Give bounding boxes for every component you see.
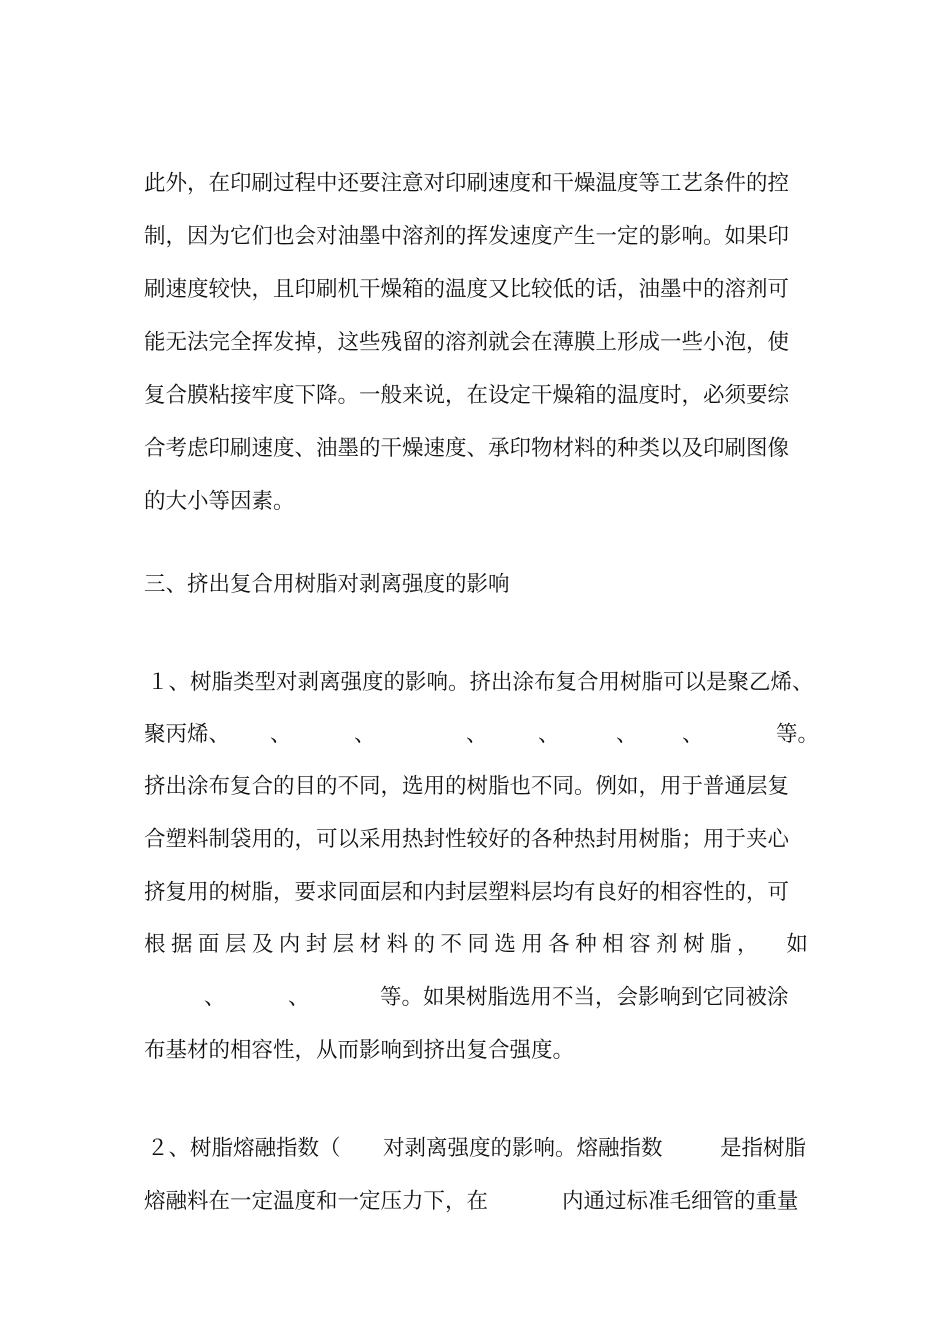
- text-fragment: 、: [682, 722, 704, 747]
- char: ，: [736, 932, 759, 957]
- text-line: 合考虑印刷速度、油墨的干燥速度、承印物材料的种类以及印刷图像: [144, 436, 790, 461]
- section-heading: 三、挤出复合用树脂对剥离强度的影响: [144, 572, 510, 597]
- char: 种: [575, 932, 597, 957]
- text-fragment: 、: [288, 985, 310, 1010]
- text-fragment: 是指树脂: [720, 1136, 807, 1161]
- text-line-with-gaps: [147, 1129, 811, 1169]
- char: 脂: [710, 932, 732, 957]
- char: 的: [413, 932, 436, 957]
- text-fragment: 、: [466, 722, 488, 747]
- char: 料: [386, 932, 409, 957]
- text-line: 制，因为它们也会对油墨中溶剂的挥发速度产生一定的影响。如果印: [144, 224, 790, 249]
- char: 如: [786, 932, 808, 957]
- char: 根: [144, 932, 166, 957]
- text-fragment: 、: [270, 722, 292, 747]
- char: 不: [440, 932, 462, 957]
- text-line: 合塑料制袋用的，可以采用热封性较好的各种热封用树脂；用于夹心: [144, 827, 790, 852]
- text-line: 复合膜粘接牢度下降。一般来说，在设定干燥箱的温度时，必须要综: [144, 383, 790, 408]
- char: 材: [359, 932, 382, 957]
- text-line-with-gaps: [144, 1182, 808, 1222]
- text-line: 能无法完全挥发掉，这些残留的溶剂就会在薄膜上形成一些小泡，使: [144, 330, 790, 355]
- text-fragment: 、: [538, 722, 560, 747]
- text-fragment: 、: [204, 985, 226, 1010]
- char: 各: [548, 932, 570, 957]
- text-line: 此外，在印刷过程中还要注意对印刷速度和干燥温度等工艺条件的控: [144, 171, 790, 196]
- char: 树: [683, 932, 705, 957]
- char: 用: [521, 932, 543, 957]
- text-line-with-gaps: [144, 978, 808, 1018]
- char: 及: [251, 932, 274, 957]
- text-line-with-gaps: [144, 715, 820, 755]
- text-line: １、树脂类型对剥离强度的影响。挤出涂布复合用树脂可以是聚乙烯、: [147, 670, 814, 695]
- char: 层: [224, 932, 247, 957]
- text-fragment: 等。: [776, 722, 820, 747]
- text-fragment: 内通过标准毛细管的重量: [562, 1189, 799, 1214]
- char: 面: [197, 932, 220, 957]
- text-fragment: 聚丙烯、: [144, 722, 231, 747]
- text-line: 挤复用的树脂，要求同面层和内封层塑料层均有良好的相容性的，可: [144, 880, 790, 905]
- text-fragment: 、: [616, 722, 638, 747]
- text-line: 布基材的相容性，从而影响到挤出复合强度。: [144, 1038, 575, 1063]
- text-line: 挤出涂布复合的目的不同，选用的树脂也不同。例如，用于普通层复: [144, 774, 790, 799]
- text-line-justified: [144, 925, 808, 965]
- char: 据: [170, 932, 193, 957]
- char: 相: [602, 932, 624, 957]
- char: 层: [332, 932, 355, 957]
- char: 内: [278, 932, 301, 957]
- text-line: 刷速度较快，且印刷机干燥箱的温度又比较低的话，油墨中的溶剂可: [144, 277, 790, 302]
- char: 容: [629, 932, 651, 957]
- text-fragment: 熔融料在一定温度和一定压力下，在: [144, 1189, 489, 1214]
- text-fragment: 对剥离强度的影响。熔融指数: [383, 1136, 663, 1161]
- text-fragment: 等。如果树脂选用不当，会影响到它同被涂: [380, 985, 789, 1010]
- char: 剂: [656, 932, 678, 957]
- char: 封: [305, 932, 328, 957]
- char: 选: [494, 932, 516, 957]
- text-line: 的大小等因素。: [144, 489, 295, 514]
- text-fragment: ２、树脂熔融指数（: [147, 1136, 341, 1161]
- char: 同: [467, 932, 489, 957]
- text-fragment: 、: [354, 722, 376, 747]
